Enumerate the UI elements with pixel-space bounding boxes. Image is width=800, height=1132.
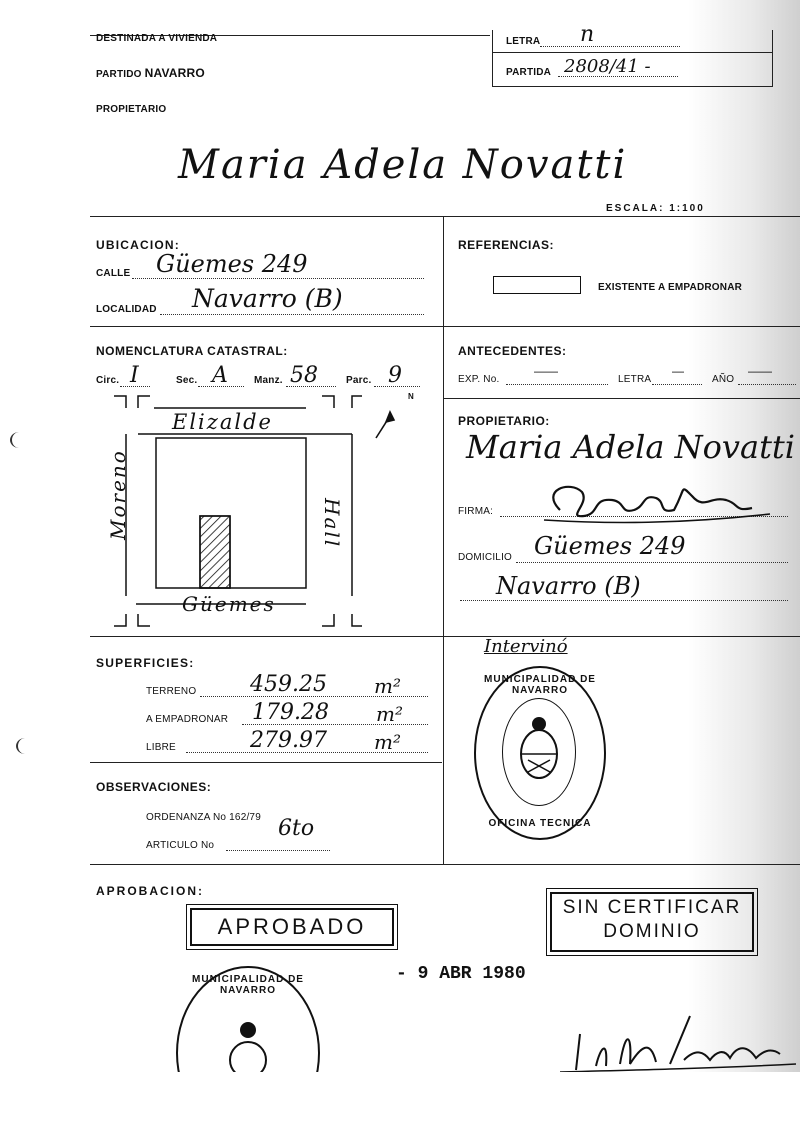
grid-rule-3 — [90, 636, 800, 637]
articulo-line — [226, 816, 330, 851]
libre-label: LIBRE — [146, 742, 176, 753]
street-left: Moreno — [106, 449, 130, 540]
circ-label: Circ. — [96, 375, 120, 386]
aprobacion-title: APROBACION: — [96, 884, 204, 898]
block-outline — [156, 438, 306, 588]
terreno-unit: m² — [374, 674, 401, 698]
partida-value: 2808/41 - — [564, 56, 651, 77]
grid-rule-5 — [90, 864, 800, 865]
domicilio-line-1 — [516, 532, 788, 563]
partido-value: NAVARRO — [144, 66, 205, 80]
anio-value: —— — [748, 364, 772, 378]
seal-bottom-text: OFICINA TECNICA — [488, 818, 592, 829]
intervino-note: Intervinó — [484, 636, 568, 657]
corner-tick-bl — [114, 614, 126, 626]
circ-value: I — [130, 363, 139, 388]
localidad-line — [160, 284, 424, 315]
superficie-row-empadronar — [146, 702, 436, 726]
manz-value: 58 — [290, 363, 318, 388]
box-divider — [492, 52, 773, 53]
referencias-title: REFERENCIAS: — [458, 238, 555, 252]
sin-certificar-line-2: DOMINIO — [603, 921, 701, 942]
grid-rule-1 — [90, 216, 800, 217]
localidad-value: Navarro (B) — [192, 284, 343, 313]
corner-tick-bl2 — [138, 614, 150, 626]
box-bottom — [492, 86, 773, 87]
corner-tick-tl — [114, 396, 126, 408]
superficie-row-terreno — [146, 672, 436, 700]
official-signature — [560, 1008, 800, 1078]
seal-top-text: MUNICIPALIDAD DE NAVARRO — [484, 674, 596, 696]
antecedentes-rule — [443, 398, 800, 399]
page-bottom-margin — [0, 1072, 800, 1132]
superficies-title: SUPERFICIES: — [96, 656, 195, 670]
north-label: N — [408, 392, 414, 401]
seal-bottom-top-text: MUNICIPALIDAD DE NAVARRO — [192, 974, 304, 996]
domicilio-value-1: Güemes 249 — [534, 532, 686, 560]
corner-tick-tl2 — [138, 396, 150, 408]
calle-line — [132, 250, 424, 279]
ordenanza-text: ORDENANZA No 162/79 — [146, 812, 261, 823]
escala-label: ESCALA: 1:100 — [606, 203, 705, 214]
aprobado-stamp: APROBADO — [190, 908, 394, 946]
street-bottom: Güemes — [182, 592, 276, 616]
partido-key: PARTIDO — [96, 69, 142, 80]
destinada-label: DESTINADA A VIVIENDA — [96, 33, 218, 44]
superficie-row-libre — [146, 730, 436, 754]
corner-tick-br — [322, 614, 334, 626]
calle-label: CALLE — [96, 268, 131, 279]
punch-hole-1 — [10, 432, 28, 448]
antecedentes-title: ANTECEDENTES: — [458, 344, 567, 358]
exp-value: —— — [534, 364, 558, 378]
calle-value: Güemes 249 — [156, 250, 308, 278]
box-left-edge — [492, 30, 493, 86]
approval-date: - 9 ABR 1980 — [396, 964, 526, 984]
partida-line — [558, 58, 678, 77]
manz-label: Manz. — [254, 375, 283, 386]
letra-line — [540, 22, 680, 47]
corner-tick-tr — [322, 396, 334, 408]
sec-value: A — [212, 363, 228, 388]
corner-tick-br2 — [352, 614, 362, 626]
grid-center-line — [443, 216, 444, 864]
partida-label: PARTIDA — [506, 67, 552, 78]
parc-value: 9 — [388, 363, 402, 388]
propietario-name: Maria Adela Novatti — [466, 428, 796, 466]
sin-certificar-stamp — [550, 892, 754, 952]
signature-mark — [530, 470, 780, 530]
libre-unit: m² — [374, 730, 401, 754]
articulo-value: 6to — [278, 816, 315, 841]
street-right: Hall — [320, 498, 344, 549]
box-right-edge — [772, 30, 773, 86]
letra-label: LETRA — [506, 36, 541, 47]
empadronar-unit: m² — [376, 702, 403, 726]
punch-hole-2 — [16, 738, 34, 754]
grid-rule-2 — [90, 326, 800, 327]
superficies-table — [146, 672, 436, 756]
antecedentes-row — [458, 364, 798, 388]
observaciones-title: OBSERVACIONES: — [96, 780, 212, 794]
articulo-label: ARTICULO No — [146, 840, 215, 851]
north-arrow-icon — [376, 412, 394, 438]
libre-value: 279.97 — [250, 728, 327, 753]
ubicacion-title: UBICACION: — [96, 238, 180, 252]
street-top: Elizalde — [172, 410, 273, 434]
parc-label: Parc. — [346, 375, 372, 386]
antecedentes-letra-value: — — [672, 364, 684, 378]
grid-rule-4 — [90, 762, 442, 763]
domicilio-value-2: Navarro (B) — [496, 572, 641, 600]
empadronar-value: 179.28 — [252, 700, 329, 725]
municipal-seal — [474, 666, 606, 840]
building-hatch — [200, 516, 230, 588]
corner-tick-tr2 — [352, 396, 362, 408]
anio-label: AÑO — [712, 374, 735, 385]
firma-label: FIRMA: — [458, 506, 494, 517]
sec-label: Sec. — [176, 375, 198, 386]
propietario-title: PROPIETARIO: — [458, 414, 550, 428]
legend-text: EXISTENTE A EMPADRONAR — [598, 282, 743, 293]
domicilio-label: DOMICILIO — [458, 552, 513, 563]
coat-of-arms-icon — [514, 712, 564, 788]
propietario-label: PROPIETARIO — [96, 104, 167, 115]
owner-name-title: Maria Adela Novatti — [178, 142, 628, 188]
terreno-label: TERRENO — [146, 686, 197, 697]
legend-swatch — [493, 276, 581, 294]
antecedentes-letra-label: LETRA — [618, 374, 652, 385]
localidad-label: LOCALIDAD — [96, 304, 157, 315]
empadronar-label: A EMPADRONAR — [146, 714, 229, 725]
sin-certificar-line-1: SIN CERTIFICAR — [562, 897, 742, 918]
exp-label: EXP. No. — [458, 374, 500, 385]
nomenclatura-row — [96, 365, 426, 387]
coat-of-arms-icon-bottom — [222, 1018, 274, 1078]
letra-value: n — [580, 22, 595, 47]
domicilio-line-2 — [460, 572, 788, 601]
partido-label — [96, 66, 205, 80]
nomenclatura-title: NOMENCLATURA CATASTRAL: — [96, 344, 288, 358]
terreno-value: 459.25 — [250, 672, 327, 697]
